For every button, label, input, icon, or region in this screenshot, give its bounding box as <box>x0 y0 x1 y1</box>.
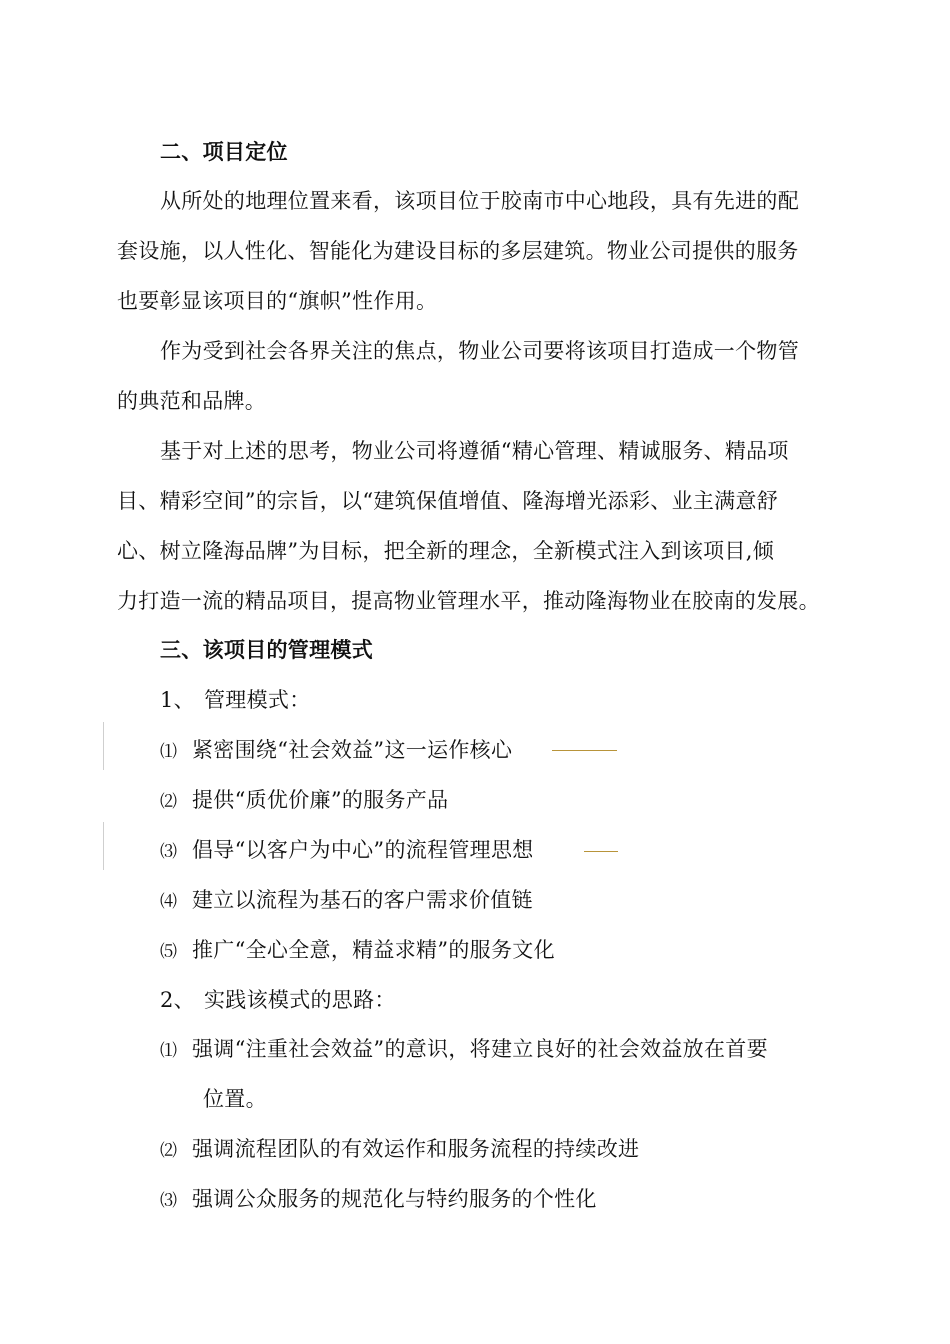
paragraph-line: 的典范和品牌。 <box>117 389 267 413</box>
list-item <box>160 735 890 767</box>
subsection-title: 实践该模式的思路： <box>204 988 396 1012</box>
revision-mark-line <box>552 750 617 751</box>
subsection-heading <box>160 685 890 715</box>
revision-mark-line <box>584 851 618 852</box>
list-item-text: 紧密围绕“社会效益”这一运作核心 <box>192 738 513 762</box>
list-item-continuation: 位置。 <box>203 1087 267 1111</box>
list-item-number: ⑵ <box>160 1141 178 1161</box>
subsection-number: 2、 <box>160 988 195 1012</box>
list-item-text: 提供“质优价廉”的服务产品 <box>192 788 449 812</box>
list-item-text: 建立以流程为基石的客户需求价值链 <box>192 888 533 912</box>
list-item-number: ⑶ <box>160 1191 178 1211</box>
section-heading-positioning: 二、项目定位 <box>160 139 288 164</box>
subsection-heading <box>160 985 890 1015</box>
list-item-number: ⑶ <box>160 842 178 862</box>
paragraph-line: 从所处的地理位置来看，该项目位于胶南市中心地段，具有先进的配 <box>160 189 799 213</box>
list-item <box>160 835 890 867</box>
paragraph-line: 也要彰显该项目的“旗帜”性作用。 <box>117 289 438 313</box>
subsection-number: 1、 <box>160 688 195 712</box>
paragraph-line: 套设施，以人性化、智能化为建设目标的多层建筑。物业公司提供的服务 <box>117 239 799 263</box>
list-item <box>160 1034 890 1066</box>
paragraph-line: 力打造一流的精品项目，提高物业管理水平，推动隆海物业在胶南的发展。 <box>117 589 820 613</box>
paragraph-line: 作为受到社会各界关注的焦点，物业公司要将该项目打造成一个物管 <box>160 339 799 363</box>
paragraph-line: 基于对上述的思考，物业公司将遵循“精心管理、精诚服务、精品项 <box>160 439 789 463</box>
subsection-title: 管理模式： <box>204 688 311 712</box>
section-heading-management-mode: 三、该项目的管理模式 <box>160 637 373 662</box>
list-item-text: 倡导“以客户为中心”的流程管理思想 <box>192 838 534 862</box>
list-item-number: ⑵ <box>160 792 178 812</box>
list-item <box>160 1134 890 1166</box>
list-item <box>160 885 890 917</box>
list-item-text: 强调“注重社会效益”的意识，将建立良好的社会效益放在首要 <box>192 1037 768 1061</box>
list-item-number: ⑷ <box>160 892 178 912</box>
list-item-text: 推广“全心全意，精益求精”的服务文化 <box>192 938 555 962</box>
list-item <box>160 935 890 967</box>
list-item-text: 强调流程团队的有效运作和服务流程的持续改进 <box>192 1137 640 1161</box>
list-item-number: ⑴ <box>160 742 178 762</box>
paragraph-line: 心、树立隆海品牌”为目标，把全新的理念，全新模式注入到该项目,倾 <box>117 539 775 563</box>
list-item-number: ⑸ <box>160 942 178 962</box>
list-item <box>160 1184 890 1216</box>
change-bar <box>103 822 104 870</box>
list-item-number: ⑴ <box>160 1041 178 1061</box>
list-item <box>160 785 890 817</box>
paragraph-line: 目、精彩空间”的宗旨，以“建筑保值增值、隆海增光添彩、业主满意舒 <box>117 489 779 513</box>
list-item-text: 强调公众服务的规范化与特约服务的个性化 <box>192 1187 597 1211</box>
change-bar <box>103 722 104 770</box>
